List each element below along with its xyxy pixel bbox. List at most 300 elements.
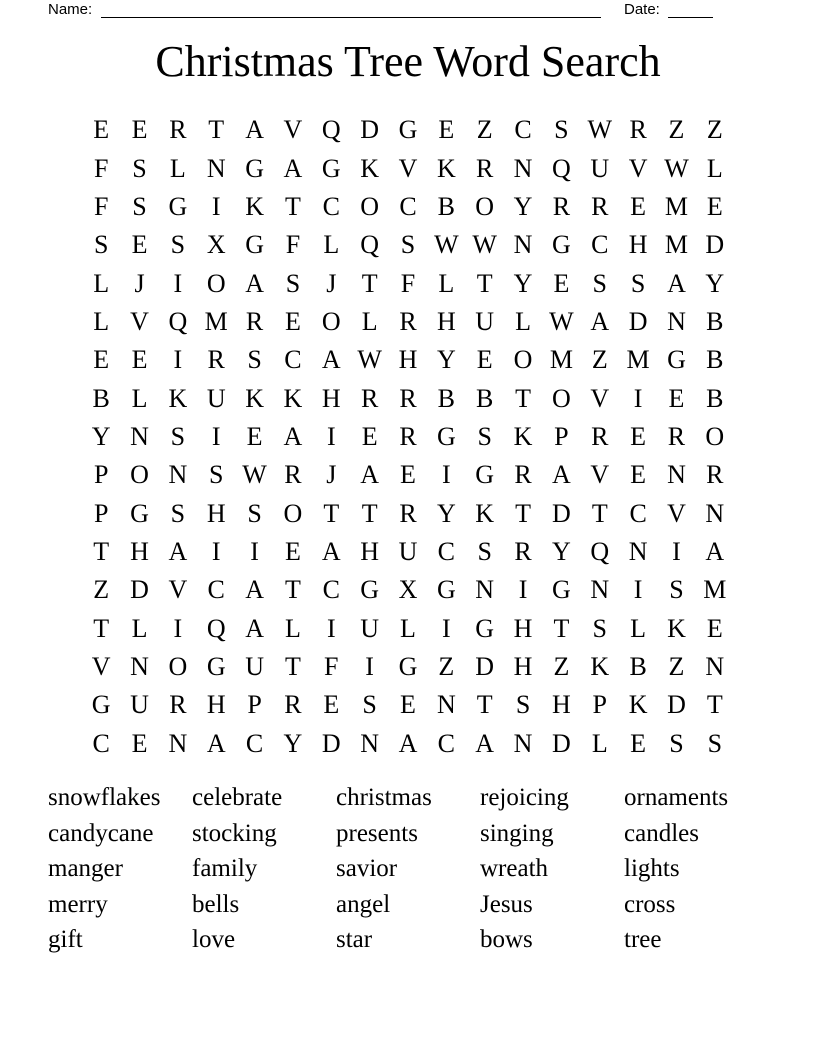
grid-letter: H — [206, 498, 226, 528]
grid-letter: E — [706, 613, 723, 643]
grid-letter: D — [667, 690, 686, 720]
grid-letter: S — [170, 421, 186, 451]
grid-letter: Z — [706, 115, 723, 145]
grid-letter: I — [442, 460, 451, 490]
grid-letter: H — [321, 383, 341, 413]
grid-letter: F — [285, 230, 301, 260]
grid-letter: F — [400, 268, 416, 298]
grid-letter: N — [475, 575, 495, 605]
grid-letter: N — [513, 728, 533, 758]
grid-letter: L — [591, 728, 608, 758]
grid-letter: I — [672, 537, 681, 567]
grid-letter: N — [667, 460, 686, 490]
grid-letter: G — [91, 690, 111, 720]
word-item: stocking — [192, 819, 277, 847]
grid-letter: S — [247, 498, 262, 528]
grid-letter: D — [552, 498, 571, 528]
grid-letter: Y — [436, 345, 456, 375]
grid-letter: O — [130, 460, 149, 490]
grid-letter: U — [360, 613, 380, 643]
grid-letter: C — [437, 537, 456, 567]
word-list — [48, 780, 792, 958]
grid-letter: H — [513, 652, 533, 682]
grid-letter: E — [131, 728, 148, 758]
grid-letter: H — [436, 306, 456, 336]
grid-letter: Y — [436, 498, 456, 528]
grid-letter: L — [515, 306, 531, 336]
grid-letter: K — [628, 690, 648, 720]
word-item: cross — [624, 890, 676, 918]
word-item: rejoicing — [480, 784, 569, 811]
grid-letter: T — [361, 498, 378, 528]
grid-letter: S — [208, 460, 224, 490]
grid-letter: N — [590, 575, 610, 605]
grid-letter: A — [552, 460, 571, 490]
word-item: manger — [48, 855, 123, 883]
grid-letter: O — [206, 268, 226, 298]
grid-letter: A — [245, 613, 264, 643]
grid-letter: G — [552, 230, 571, 260]
word-list-column — [192, 780, 336, 958]
grid-letter: I — [211, 537, 221, 567]
grid-letter: V — [590, 460, 610, 490]
grid-letter: F — [93, 153, 109, 183]
grid-letter: L — [93, 306, 110, 336]
grid-letter: O — [552, 383, 571, 413]
grid-letter: K — [590, 652, 610, 682]
grid-letter: A — [206, 728, 226, 758]
grid-letter: E — [668, 383, 685, 413]
grid-letter: W — [434, 230, 459, 260]
grid-letter: Z — [553, 652, 570, 682]
grid-letter: Y — [513, 191, 533, 221]
grid-letter: D — [475, 652, 495, 682]
grid-letter: O — [360, 191, 380, 221]
grid-letter: X — [206, 230, 226, 260]
grid-letter: D — [321, 728, 341, 758]
grid-letter: E — [361, 421, 378, 451]
grid-letter: J — [326, 268, 337, 298]
grid-letter: N — [130, 652, 149, 682]
grid-letter: Q — [360, 230, 380, 260]
grid-letter: Y — [91, 421, 111, 451]
grid-letter: K — [168, 383, 188, 413]
word-list-column — [48, 780, 192, 958]
word-item: tree — [624, 926, 662, 954]
word-item: Jesus — [480, 890, 533, 918]
word-item: ornaments — [624, 784, 729, 811]
grid-letter: A — [283, 421, 303, 451]
grid-letter: S — [477, 537, 492, 567]
grid-letter: H — [552, 690, 571, 720]
word-item: wreath — [480, 855, 549, 883]
grid-letter: S — [592, 613, 607, 643]
grid-letter: T — [476, 268, 493, 298]
grid-letter: T — [553, 613, 570, 643]
grid-letter: E — [706, 191, 723, 221]
grid-letter: Q — [206, 613, 226, 643]
grid-letter: Q — [590, 537, 610, 567]
grid-letter: A — [590, 306, 610, 336]
grid-letter: B — [629, 652, 647, 682]
grid-letter: W — [549, 306, 574, 336]
grid-letter: A — [245, 575, 264, 605]
grid-letter: S — [400, 230, 416, 260]
grid-letter: G — [436, 575, 456, 605]
name-label: Name: — [48, 1, 93, 18]
grid-letter: F — [324, 652, 339, 682]
grid-letter: N — [436, 690, 456, 720]
grid-letter: I — [211, 421, 221, 451]
grid-letter: Y — [283, 728, 303, 758]
grid-letter: E — [630, 460, 647, 490]
grid-letter: G — [475, 460, 495, 490]
grid-letter: K — [513, 421, 533, 451]
grid-letter: P — [554, 421, 569, 451]
grid-letter: Q — [321, 115, 341, 145]
grid-letter: Z — [591, 345, 608, 375]
grid-letter: S — [669, 575, 684, 605]
grid-letter: O — [705, 421, 725, 451]
grid-letter: P — [247, 690, 262, 720]
grid-letter: R — [591, 421, 609, 451]
grid-letter: N — [705, 652, 725, 682]
grid-letter: W — [664, 153, 689, 183]
grid-letter: V — [91, 652, 111, 682]
grid-letter: R — [552, 191, 571, 221]
grid-letter: E — [553, 268, 570, 298]
grid-letter: K — [667, 613, 686, 643]
page-header — [0, 0, 816, 22]
letter-grid — [82, 111, 734, 763]
grid-letter: I — [442, 613, 451, 643]
date-blank-line — [668, 0, 713, 18]
grid-letter: A — [475, 728, 495, 758]
date-label: Date: — [624, 1, 660, 18]
grid-letter: R — [284, 460, 302, 490]
word-list-column — [624, 780, 768, 958]
grid-letter: N — [168, 460, 188, 490]
grid-letter: L — [400, 613, 416, 643]
grid-letter: G — [475, 613, 495, 643]
grid-letter: O — [475, 191, 495, 221]
grid-letter: J — [134, 268, 145, 298]
grid-letter: T — [591, 498, 608, 528]
grid-letter: D — [705, 230, 725, 260]
grid-letter: A — [283, 153, 303, 183]
grid-letter: R — [245, 306, 264, 336]
grid-letter: T — [93, 613, 110, 643]
grid-letter: E — [93, 345, 110, 375]
grid-letter: S — [132, 191, 147, 221]
grid-letter: S — [132, 153, 147, 183]
grid-letter: S — [285, 268, 301, 298]
grid-letter: U — [475, 306, 495, 336]
grid-letter: L — [131, 383, 148, 413]
page-title: Christmas Tree Word Search — [155, 37, 661, 86]
word-item: bells — [192, 890, 240, 918]
grid-letter: E — [131, 115, 148, 145]
grid-letter: C — [322, 575, 340, 605]
grid-letter: N — [168, 728, 188, 758]
grid-letter: V — [628, 153, 648, 183]
grid-letter: P — [592, 690, 607, 720]
grid-letter: T — [706, 690, 723, 720]
grid-letter: L — [323, 230, 340, 260]
grid-letter: I — [633, 383, 643, 413]
grid-letter: T — [208, 115, 225, 145]
grid-letter: V — [168, 575, 188, 605]
grid-letter: C — [92, 728, 110, 758]
grid-letter: S — [93, 230, 109, 260]
grid-letter: I — [633, 575, 643, 605]
name-blank-line — [101, 0, 601, 18]
grid-letter: T — [284, 652, 301, 682]
grid-letter: G — [552, 575, 571, 605]
grid-letter: R — [399, 421, 417, 451]
grid-letter: N — [628, 537, 648, 567]
grid-letter: L — [284, 613, 301, 643]
grid-letter: R — [591, 191, 609, 221]
grid-letter: O — [513, 345, 533, 375]
grid-letter: V — [283, 115, 303, 145]
grid-letter: C — [399, 191, 417, 221]
grid-letter: G — [168, 191, 188, 221]
word-item: bows — [480, 926, 533, 954]
grid-letter: P — [93, 498, 109, 528]
grid-letter: A — [245, 268, 264, 298]
word-item: merry — [48, 890, 108, 918]
grid-letter: G — [436, 421, 456, 451]
grid-letter: E — [246, 421, 263, 451]
grid-letter: E — [323, 690, 340, 720]
grid-letter: T — [284, 575, 301, 605]
word-item: family — [192, 855, 258, 883]
grid-letter: V — [130, 306, 149, 336]
grid-letter: C — [284, 345, 302, 375]
grid-letter: W — [242, 460, 267, 490]
grid-letter: A — [321, 345, 341, 375]
grid-letter: G — [398, 115, 418, 145]
grid-letter: L — [131, 613, 148, 643]
grid-letter: E — [131, 345, 148, 375]
grid-letter: R — [667, 421, 686, 451]
grid-letter: S — [170, 498, 186, 528]
grid-letter: O — [321, 306, 341, 336]
word-item: presents — [336, 819, 418, 847]
grid-letter: E — [400, 690, 416, 720]
grid-letter: G — [245, 153, 264, 183]
grid-letter: S — [669, 728, 684, 758]
grid-letter: R — [476, 153, 494, 183]
grid-letter: K — [283, 383, 303, 413]
grid-letter: T — [476, 690, 493, 720]
grid-letter: E — [284, 306, 301, 336]
grid-letter: I — [326, 421, 336, 451]
word-item: singing — [480, 819, 554, 847]
grid-letter: G — [398, 652, 418, 682]
grid-letter: G — [245, 230, 264, 260]
word-item: love — [192, 926, 236, 954]
grid-letter: E — [476, 345, 493, 375]
grid-letter: H — [628, 230, 648, 260]
grid-letter: A — [360, 460, 380, 490]
grid-letter: L — [438, 268, 455, 298]
grid-letter: Y — [552, 537, 571, 567]
grid-letter: K — [360, 153, 380, 183]
word-item: star — [336, 926, 373, 954]
grid-letter: Z — [668, 652, 685, 682]
grid-letter: I — [518, 575, 528, 605]
grid-letter: E — [93, 115, 110, 145]
grid-letter: N — [513, 153, 533, 183]
grid-letter: D — [360, 115, 380, 145]
grid-letter: P — [93, 460, 109, 490]
grid-letter: K — [475, 498, 495, 528]
grid-letter: C — [591, 230, 609, 260]
grid-letter: R — [207, 345, 225, 375]
grid-letter: I — [326, 613, 336, 643]
grid-letter: Z — [668, 115, 685, 145]
grid-letter: H — [360, 537, 380, 567]
grid-letter: X — [398, 575, 418, 605]
grid-letter: U — [590, 153, 610, 183]
grid-letter: M — [703, 575, 727, 605]
grid-letter: H — [513, 613, 533, 643]
grid-letter: E — [630, 728, 647, 758]
grid-letter: B — [92, 383, 110, 413]
grid-letter: T — [93, 537, 110, 567]
grid-letter: I — [173, 345, 183, 375]
grid-letter: C — [514, 115, 532, 145]
grid-letter: S — [592, 268, 607, 298]
grid-letter: M — [664, 191, 689, 221]
grid-letter: L — [706, 153, 723, 183]
grid-letter: A — [245, 115, 264, 145]
grid-letter: R — [514, 460, 532, 490]
grid-letter: A — [667, 268, 686, 298]
grid-letter: G — [206, 652, 226, 682]
grid-letter: Z — [93, 575, 110, 605]
word-item: candles — [624, 819, 699, 847]
grid-letter: T — [284, 191, 301, 221]
word-item: savior — [336, 855, 398, 883]
grid-letter: A — [705, 537, 725, 567]
grid-letter: T — [361, 268, 378, 298]
grid-letter: W — [357, 345, 382, 375]
grid-letter: B — [437, 383, 456, 413]
grid-letter: D — [552, 728, 571, 758]
grid-letter: L — [630, 613, 647, 643]
grid-letter: I — [211, 191, 221, 221]
grid-letter: B — [706, 345, 724, 375]
grid-letter: A — [398, 728, 418, 758]
grid-letter: W — [587, 115, 613, 145]
grid-letter: O — [168, 652, 188, 682]
grid-letter: R — [706, 460, 724, 490]
grid-letter: N — [360, 728, 380, 758]
grid-letter: L — [169, 153, 186, 183]
grid-letter: K — [245, 383, 264, 413]
grid-letter: Y — [513, 268, 533, 298]
grid-letter: S — [515, 690, 531, 720]
word-item: lights — [624, 855, 680, 883]
grid-letter: V — [398, 153, 418, 183]
grid-letter: C — [629, 498, 647, 528]
word-list-column — [336, 780, 480, 958]
grid-letter: Q — [552, 153, 571, 183]
grid-letter: W — [472, 230, 497, 260]
grid-letter: J — [326, 460, 337, 490]
grid-letter: I — [173, 613, 183, 643]
grid-letter: R — [399, 306, 417, 336]
grid-letter: L — [93, 268, 110, 298]
grid-letter: Z — [476, 115, 493, 145]
grid-letter: G — [667, 345, 686, 375]
grid-letter: A — [321, 537, 341, 567]
grid-letter: M — [549, 345, 573, 375]
grid-letter: C — [437, 728, 456, 758]
grid-letter: M — [664, 230, 689, 260]
grid-letter: U — [398, 537, 418, 567]
grid-letter: S — [630, 268, 646, 298]
grid-letter: V — [590, 383, 610, 413]
grid-letter: N — [705, 498, 725, 528]
grid-letter: H — [130, 537, 149, 567]
grid-letter: T — [515, 383, 531, 413]
grid-letter: E — [131, 230, 148, 260]
grid-letter: S — [477, 421, 492, 451]
grid-letter: D — [628, 306, 648, 336]
grid-letter: G — [360, 575, 380, 605]
word-item: celebrate — [192, 784, 283, 811]
grid-letter: N — [206, 153, 226, 183]
grid-letter: T — [515, 498, 531, 528]
grid-letter: K — [436, 153, 456, 183]
grid-letter: E — [630, 191, 647, 221]
grid-letter: H — [398, 345, 418, 375]
grid-letter: A — [168, 537, 188, 567]
grid-letter: R — [169, 115, 187, 145]
grid-letter: E — [284, 537, 301, 567]
grid-letter: S — [707, 728, 723, 758]
grid-letter: Y — [705, 268, 725, 298]
grid-letter: C — [322, 191, 340, 221]
grid-letter: S — [247, 345, 262, 375]
grid-letter: R — [360, 383, 379, 413]
grid-letter: E — [400, 460, 416, 490]
grid-letter: S — [362, 690, 377, 720]
word-item: gift — [48, 926, 83, 954]
grid-letter: M — [204, 306, 228, 336]
grid-letter: F — [93, 191, 109, 221]
grid-letter: R — [629, 115, 647, 145]
grid-letter: B — [437, 191, 456, 221]
grid-letter: I — [173, 268, 183, 298]
grid-letter: R — [399, 383, 417, 413]
grid-letter: L — [361, 306, 378, 336]
grid-letter: R — [284, 690, 302, 720]
grid-letter: S — [554, 115, 569, 145]
grid-letter: U — [206, 383, 226, 413]
word-item: angel — [336, 890, 391, 918]
grid-letter: N — [667, 306, 686, 336]
grid-letter: B — [706, 383, 724, 413]
grid-letter: M — [626, 345, 650, 375]
grid-letter: C — [207, 575, 225, 605]
grid-letter: N — [130, 421, 149, 451]
grid-letter: R — [169, 690, 187, 720]
